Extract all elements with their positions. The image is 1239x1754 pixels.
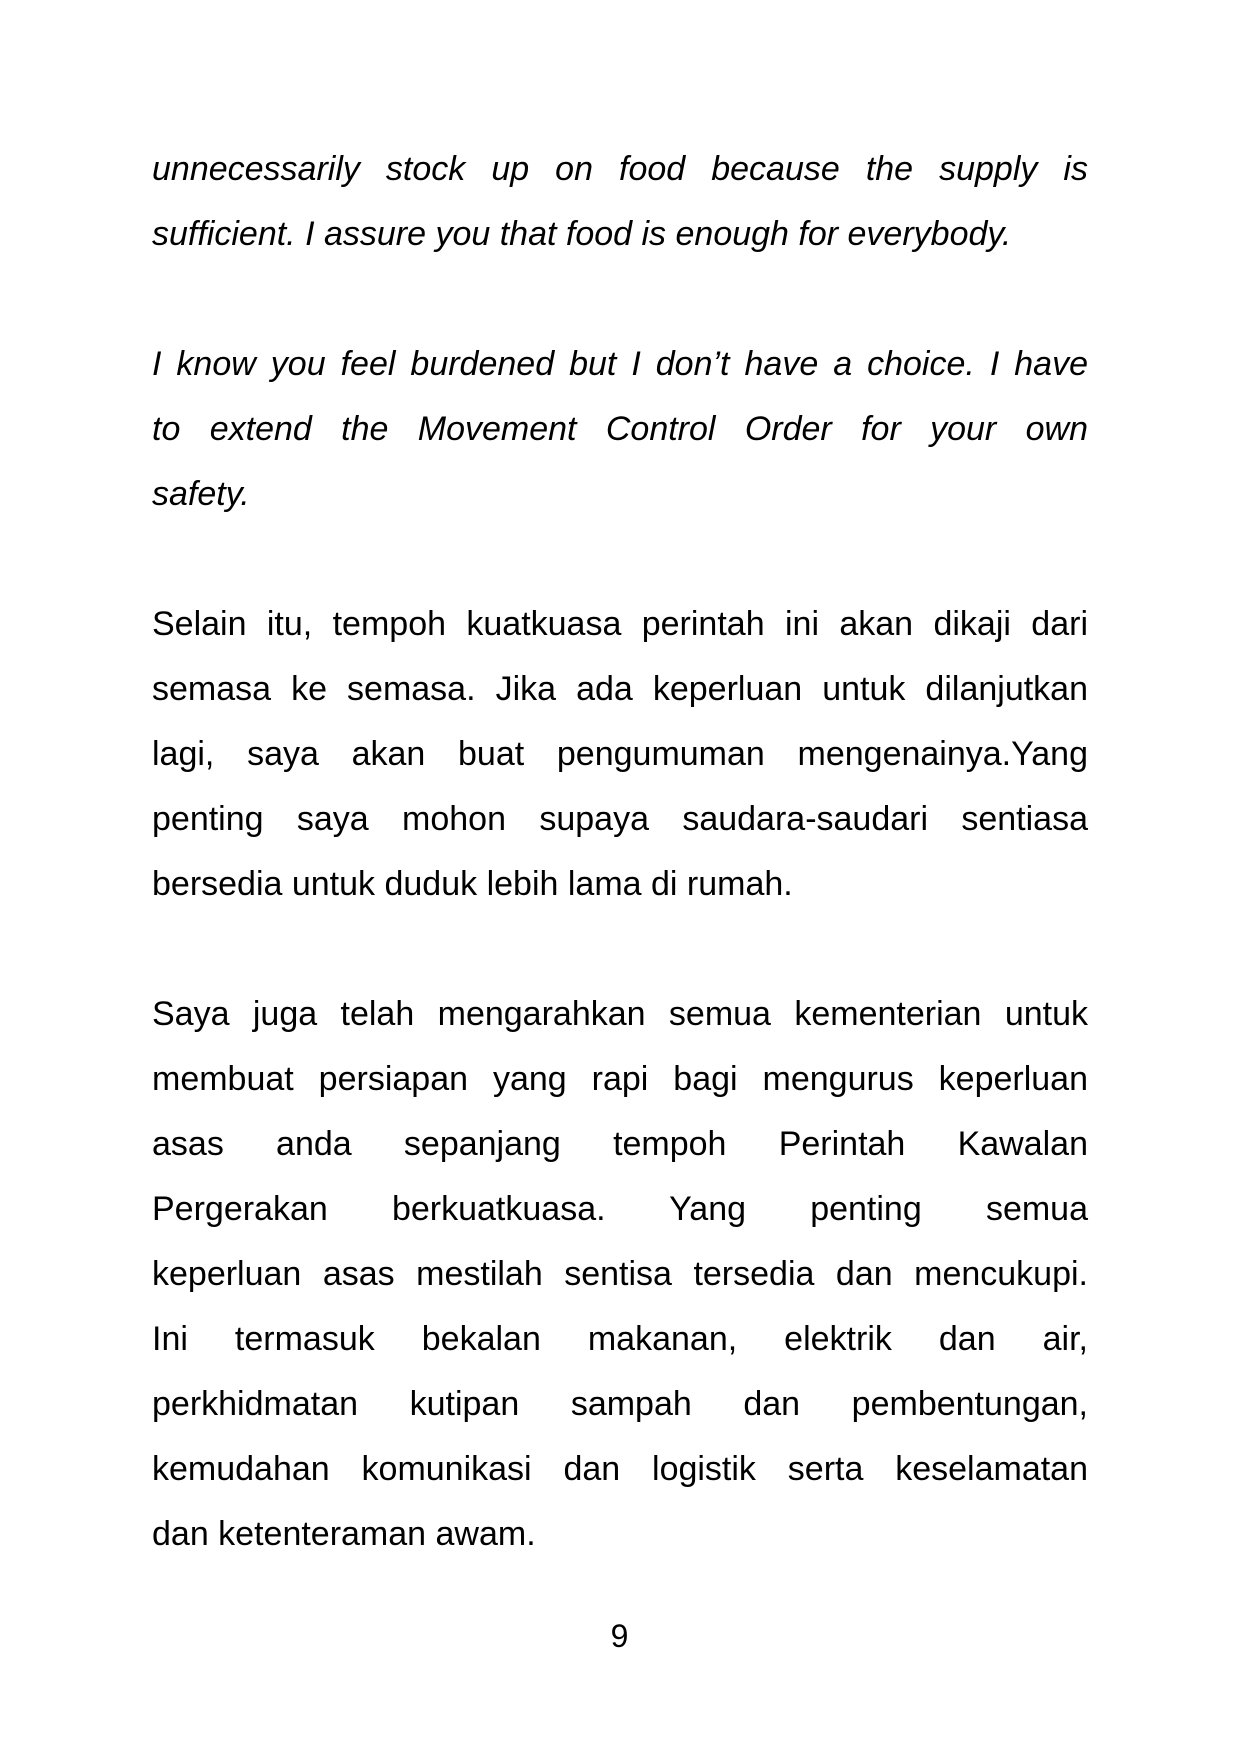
text-line: membuat persiapan yang rapi bagi mengurus keperluan (152, 1060, 1088, 1098)
page-footer (0, 1620, 1239, 1652)
page-number: 9 (610, 1618, 629, 1654)
text-line: dan ketenteraman awam. (152, 1515, 536, 1553)
page-body (152, 137, 1088, 1632)
text-line: Selain itu, tempoh kuatkuasa perintah ini akan dikaji dari (152, 605, 1088, 643)
paragraph (152, 332, 1088, 527)
paragraph (152, 982, 1088, 1567)
text-line: Ini termasuk bekalan makanan, elektrik dan air, (152, 1320, 1088, 1358)
text-line: kemudahan komunikasi dan logistik serta keselamatan (152, 1450, 1088, 1488)
text-line: sufficient. I assure you that food is enough for everybody. (152, 215, 1012, 253)
text-line: Pergerakan berkuatkuasa. Yang penting semua (152, 1190, 1088, 1228)
paragraph (152, 592, 1088, 917)
text-line: bersedia untuk duduk lebih lama di rumah. (152, 865, 793, 903)
text-line: unnecessarily stock up on food because the supply is (152, 150, 1088, 188)
text-line: lagi, saya akan buat pengumuman mengenainya.Yang (152, 735, 1088, 773)
text-line: safety. (152, 475, 250, 513)
paragraph (152, 137, 1088, 267)
text-line: Saya juga telah mengarahkan semua kementerian untuk (152, 995, 1088, 1033)
text-line: penting saya mohon supaya saudara-saudari sentiasa (152, 800, 1088, 838)
text-line: to extend the Movement Control Order for your own (152, 410, 1088, 448)
text-line: I know you feel burdened but I don’t have a choice. I have (152, 345, 1088, 383)
text-line: asas anda sepanjang tempoh Perintah Kawalan (152, 1125, 1088, 1163)
text-line: perkhidmatan kutipan sampah dan pembentungan, (152, 1385, 1088, 1423)
text-line: keperluan asas mestilah sentisa tersedia dan mencukupi. (152, 1255, 1088, 1293)
text-line: semasa ke semasa. Jika ada keperluan untuk dilanjutkan (152, 670, 1088, 708)
